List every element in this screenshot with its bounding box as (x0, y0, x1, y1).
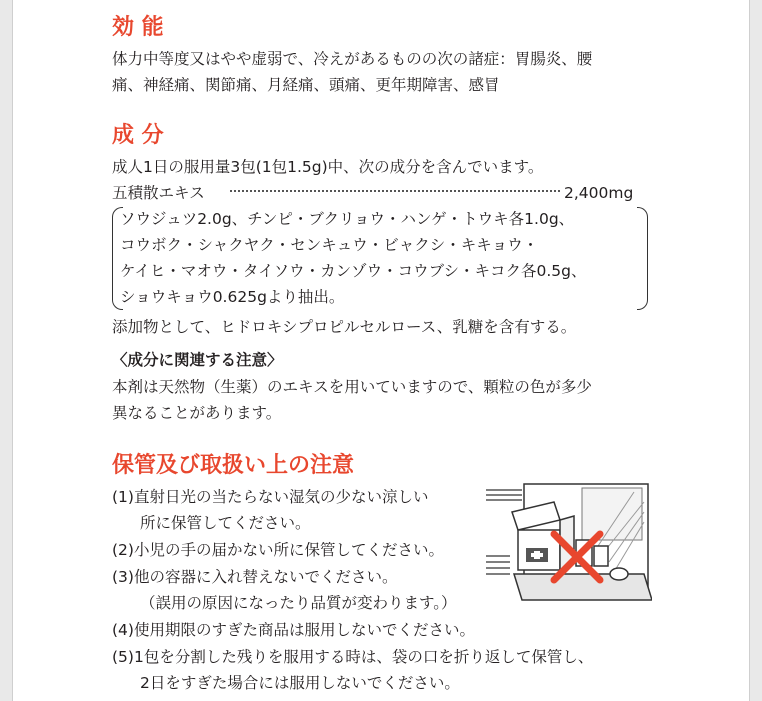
bracket-right (637, 207, 648, 310)
storage-line-1: (1)直射日光の当たらない湿気の少ない涼しい (112, 488, 429, 506)
efficacy-heading: 効 能 (112, 15, 164, 40)
storage-line-7: (5)1包を分割した残りを服用する時は、袋の口を折り返して保管し、 (112, 648, 594, 666)
ingredients-intro: 成人1日の服用量3包(1包1.5g)中、次の成分を含んでいます。 (112, 158, 544, 176)
efficacy-line-2: 痛、神経痛、関節痛、月経痛、頭痛、更年期障害、感冒 (112, 76, 500, 94)
ingredients-heading: 成 分 (112, 123, 164, 148)
storage-line-2: 所に保管してください。 (140, 514, 311, 532)
extract-name: 五積散エキス (112, 184, 205, 202)
herb-line-3: ケイヒ・マオウ・タイソウ・カンゾウ・コウブシ・キコク各0.5g、 (120, 262, 587, 280)
extract-leader-dots (230, 190, 560, 192)
page-left-margin (0, 0, 13, 701)
storage-heading: 保管及び取扱い上の注意 (112, 453, 355, 478)
herb-line-1: ソウジュツ2.0g、チンピ・ブクリョウ・ハンゲ・トウキ各1.0g、 (120, 210, 575, 228)
storage-line-3: (2)小児の手の届かない所に保管してください。 (112, 541, 444, 559)
ingredient-note-line-2: 異なることがあります。 (112, 404, 282, 422)
ingredient-note-heading: 〈成分に関連する注意〉 (112, 351, 283, 369)
herb-line-4: ショウキョウ0.625gより抽出。 (120, 288, 345, 306)
efficacy-line-1: 体力中等度又はやや虚弱で、冷えがあるものの次の諸症：胃腸炎、腰 (112, 50, 593, 68)
herb-line-2: コウボク・シャクヤク・センキュウ・ビャクシ・キキョウ・ (120, 236, 539, 254)
storage-line-8: 2日をすぎた場合には服用しないでください。 (140, 674, 460, 692)
ingredient-note-line-1: 本剤は天然物（生薬）のエキスを用いていますので、顆粒の色が多少 (112, 378, 592, 396)
storage-line-4: (3)他の容器に入れ替えないでください。 (112, 568, 398, 586)
do-not-store-in-sunlight-icon (484, 482, 652, 614)
additives-text: 添加物として、ヒドロキシプロピルセルロース、乳糖を含有する。 (112, 318, 577, 336)
storage-line-6: (4)使用期限のすぎた商品は服用しないでください。 (112, 621, 475, 639)
herb-list-bracket (112, 207, 648, 311)
extract-amount: 2,400mg (564, 184, 634, 202)
page-right-margin (749, 0, 762, 701)
storage-line-5: （誤用の原因になったり品質が変わります。） (140, 594, 457, 612)
